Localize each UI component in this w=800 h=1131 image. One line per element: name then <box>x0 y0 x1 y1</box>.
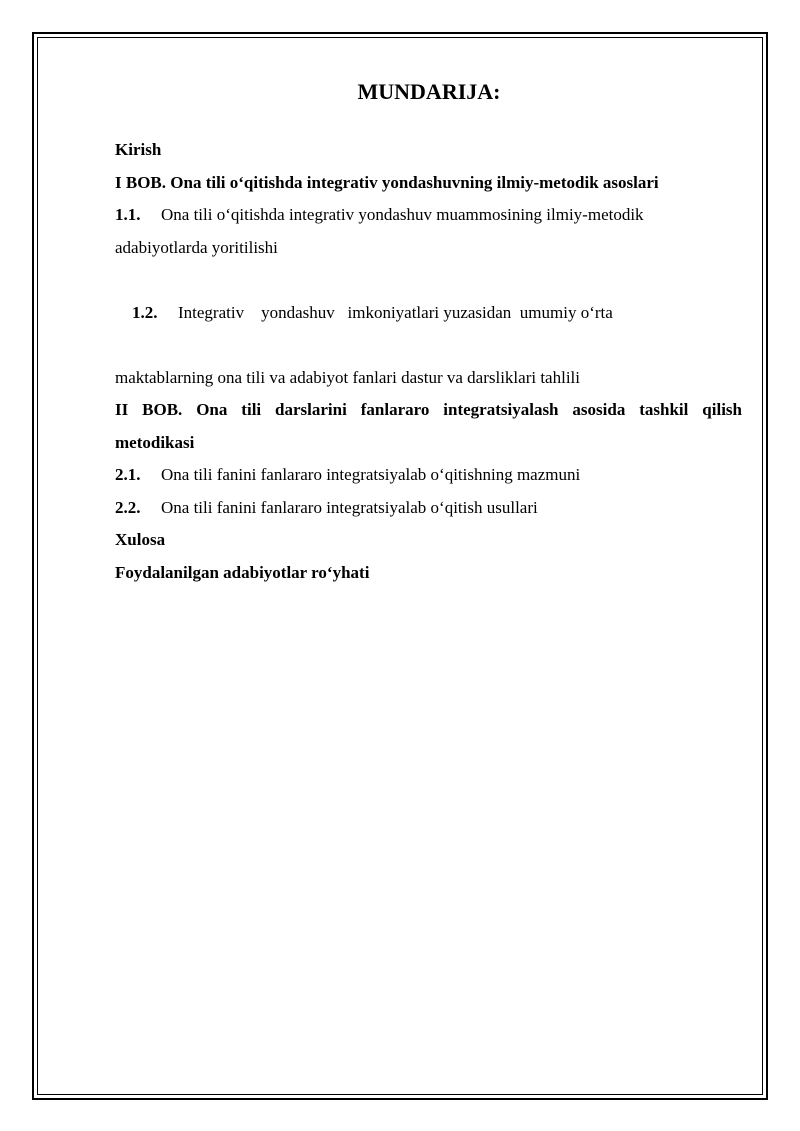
toc-item-chapter-1: I BOB. Ona tili o‘qitishda integrativ yondashuvning ilmiy-metodik asoslari <box>115 172 659 192</box>
section-title: Ona tili fanini fanlararo integratsiyalab o‘qitishning mazmuni <box>161 465 581 484</box>
page-title: MUNDARIJA: <box>357 79 501 104</box>
toc-item-intro: Kirish <box>115 140 162 159</box>
toc-item-section-1-2-continued: maktablarning ona tili va adabiyot fanlari dastur va darsliklari tahlili <box>115 367 580 387</box>
section-number: 1.2. <box>132 302 158 322</box>
toc-item-chapter-2-continued: metodikasi <box>115 432 195 452</box>
toc-item-section-1-1-continued: adabiyotlarda yoritilishi <box>115 237 278 257</box>
section-number: 1.1. <box>115 205 141 224</box>
toc-item-chapter-2 <box>115 394 742 427</box>
section-title: Integrativ yondashuv imkoniyatlari yuzasidan umumiy o‘rta <box>178 302 613 322</box>
section-title: Ona tili fanini fanlararo integratsiyalab o‘qitish usullari <box>161 497 538 517</box>
section-number: 2.2. <box>115 497 141 517</box>
toc-item-section-2-2 <box>115 492 742 525</box>
toc-item-section-2-1 <box>115 459 742 492</box>
table-of-contents <box>115 134 742 589</box>
chapter-2-title-line-1: II BOB. Ona tili darslarini fanlararo integratsiyalash asosida tashkil qilish <box>115 400 742 419</box>
toc-item-section-1-2 <box>115 264 742 362</box>
toc-item-conclusion: Xulosa <box>115 530 166 549</box>
section-number: 2.1. <box>115 465 141 484</box>
toc-item-references: Foydalanilgan adabiyotlar ro‘yhati <box>115 562 370 582</box>
section-title: Ona tili o‘qitishda integrativ yondashuv muammosining ilmiy-metodik <box>161 205 644 224</box>
toc-item-section-1-1 <box>115 199 742 232</box>
